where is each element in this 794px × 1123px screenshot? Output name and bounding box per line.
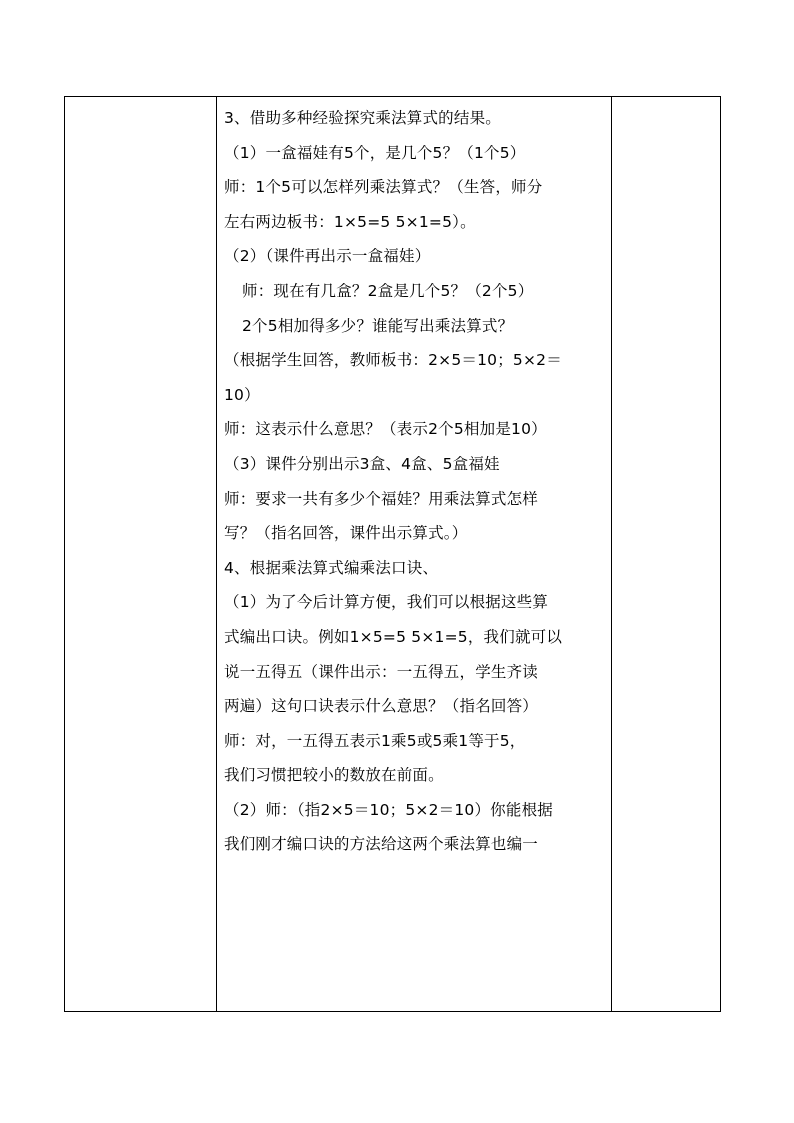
text-line: 10）	[224, 385, 260, 404]
text-line: 2个5相加得多少？谁能写出乘法算式？	[242, 316, 514, 335]
text-line: 师：这表示什么意思？（表示2个5相加是10）	[224, 420, 547, 439]
text-line: 我们刚才编口诀的方法给这两个乘法算也编一	[224, 835, 539, 854]
text-line: 3、借助多种经验探究乘法算式的结果。	[224, 109, 501, 127]
content-column-cell	[217, 97, 612, 1012]
text-line: 师：1个5可以怎样列乘法算式？（生答，师分	[224, 178, 543, 197]
text-line: 师：对，一五得五表示1乘5或5乘1等于5，	[224, 731, 526, 750]
text-line: 式编出口诀。例如1×5=5 5×1=5，我们就可以	[224, 627, 563, 646]
text-line: （1）为了今后计算方便，我们可以根据这些算	[224, 593, 549, 612]
text-line: （2）（课件再出示一盒福娃）	[224, 247, 431, 266]
text-line: 师：现在有几盒？2盒是几个5？（2个5）	[242, 281, 534, 300]
text-line: 两遍）这句口诀表示什么意思？（指名回答）	[224, 697, 539, 716]
text-line: 写？（指名回答，课件出示算式。）	[224, 524, 468, 543]
text-line: （3）课件分别出示3盒、4盒、5盒福娃	[224, 454, 500, 473]
left-column-cell	[65, 97, 217, 1012]
text-line: 4、根据乘法算式编乘法口诀、	[224, 558, 439, 577]
right-column-cell	[612, 97, 721, 1012]
table-row	[65, 97, 721, 1012]
text-line: （2）师：（指2×5＝10；5×2＝10）你能根据	[224, 800, 553, 819]
lesson-table	[64, 96, 721, 1012]
lesson-content	[217, 97, 611, 862]
text-line: （根据学生回答，教师板书：2×5＝10；5×2＝	[224, 351, 562, 370]
text-line: 说一五得五（课件出示：一五得五，学生齐读	[224, 662, 539, 681]
text-line: （1）一盒福娃有5个，是几个5？（1个5）	[224, 143, 526, 162]
text-line: 我们习惯把较小的数放在前面。	[224, 766, 444, 785]
text-line: 师：要求一共有多少个福娃？用乘法算式怎样	[224, 489, 539, 508]
text-line: 左右两边板书：1×5=5 5×1=5）。	[224, 212, 476, 231]
